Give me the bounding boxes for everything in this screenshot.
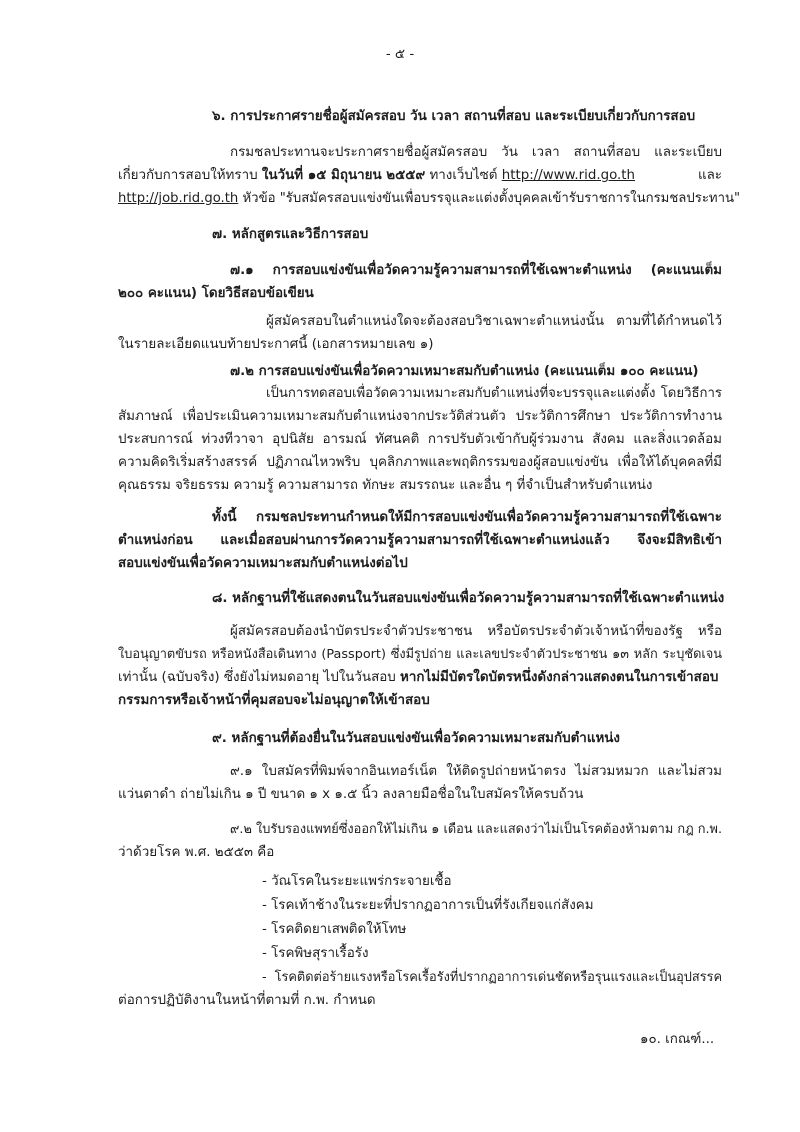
text: ทางเว็บไซต์: [425, 168, 502, 183]
text: เกี่ยวกับการสอบให้ทราบ: [118, 168, 262, 183]
section-7-note-line: ทั้งนี้ กรมชลประทานกำหนดให้มีการสอบแข่งขันเพื่อวัดความรู้ความสามารถที่ใช้เฉพาะ: [212, 510, 722, 525]
disease-list-item: - วัณโรคในระยะแพร่กระจายเชื้อ: [262, 874, 452, 889]
section-7-note-line: ตำแหน่งก่อน และเมื่อสอบผ่านการวัดความรู้ความสามารถที่ใช้เฉพาะตำแหน่งแล้ว จึงจะมีสิทธิเข้า: [118, 533, 722, 548]
section-9-heading: ๙. หลักฐานที่ต้องยื่นในวันสอบแข่งขันเพื่อวัดความเหมาะสมกับตำแหน่ง: [212, 731, 620, 746]
section-8-paragraph-line: กรรมการหรือเจ้าหน้าที่คุมสอบจะไม่อนุญาตให้เข้าสอบ: [118, 693, 430, 708]
job-website-link[interactable]: http://job.rid.go.th: [118, 191, 239, 206]
announce-date: ในวันที่ ๑๕ มิถุนายน ๒๕๕๙: [261, 168, 426, 183]
section-6-paragraph-line: [118, 189, 740, 209]
section-7-heading: ๗. หลักสูตรและวิธีการสอบ: [212, 227, 369, 242]
section-7-1-paragraph-line: ผู้สมัครสอบในตำแหน่งใดจะต้องสอบวิชาเฉพาะตำแหน่งนั้น ตามที่ได้กำหนดไว้: [266, 314, 722, 329]
section-9-1-line: แว่นตาดำ ถ่ายไม่เกิน ๑ ปี ขนาด ๑ x ๑.๕ นิ้ว ลงลายมือชื่อในใบสมัครให้ครบถ้วน: [118, 787, 584, 802]
page-number: - ๕ -: [385, 47, 415, 62]
section-9-1-line: ๙.๑ ใบสมัครที่พิมพ์จากอินเทอร์เน็ต ให้ติดรูปถ่ายหน้าตรง ไม่สวมหมวก และไม่สวม: [230, 764, 722, 779]
section-7-2-paragraph-line: คุณธรรม จริยธรรม ความรู้ ความสามารถ ทักษะ สมรรถนะ และอื่น ๆ ที่จำเป็นสำหรับตำแหน่ง: [118, 478, 653, 493]
section-8-heading: ๘. หลักฐานที่ใช้แสดงตนในวันสอบแข่งขันเพื่อวัดความรู้ความสามารถที่ใช้เฉพาะตำแหน่ง: [212, 591, 725, 606]
section-6-paragraph-line: กรมชลประทานจะประกาศรายชื่อผู้สมัครสอบ วัน เวลา สถานที่สอบ และระเบียบ: [230, 145, 722, 160]
website-link[interactable]: http://www.rid.go.th: [501, 168, 636, 183]
disease-list-item-cont: ต่อการปฏิบัติงานในหน้าที่ตามที่ ก.พ. กำหนด: [118, 993, 376, 1008]
disease-list-item: - โรคติดต่อร้ายแรงหรือโรคเรื้อรังที่ปรากฏอาการเด่นชัดหรือรุนแรงและเป็นอุปสรรค: [262, 970, 722, 985]
section-7-2-paragraph-line: ความคิดริเริ่มสร้างสรรค์ ปฏิภาณไหวพริบ บุคลิกภาพและพฤติกรรมของผู้สอบแข่งขัน เพื่อให้ได้บุคคลที่มี: [118, 455, 722, 470]
section-7-1-paragraph-line: ในรายละเอียดแนบท้ายประกาศนี้ (เอกสารหมายเลข ๑): [118, 337, 434, 352]
section-7-note-line: สอบแข่งขันเพื่อวัดความเหมาะสมกับตำแหน่งต่อไป: [118, 556, 408, 571]
text: หัวข้อ "รับสมัครสอบแข่งขันเพื่อบรรจุและแต่งตั้งบุคคลเข้ารับราชการในกรมชลประทาน": [238, 191, 741, 206]
section-6-paragraph-line: [118, 166, 722, 186]
section-7-1-heading: ๗.๑ การสอบแข่งขันเพื่อวัดความรู้ความสามารถที่ใช้เฉพาะตำแหน่ง (คะแนนเต็ม: [230, 263, 722, 278]
section-7-1-heading-cont: ๒๐๐ คะแนน) โดยวิธีสอบข้อเขียน: [118, 286, 314, 301]
section-7-2-paragraph-line: สัมภาษณ์ เพื่อประเมินความเหมาะสมกับตำแหน่งจากประวัติส่วนตัว ประวัติการศึกษา ประวัติการทำงาน: [118, 409, 722, 424]
section-9-2-line: ว่าด้วยโรค พ.ศ. ๒๕๕๓ คือ: [118, 845, 275, 860]
warning-text: หากไม่มีบัตรใดบัตรหนึ่งดังกล่าวแสดงตนในการเข้าสอบ: [400, 670, 719, 685]
section-9-2-line: ๙.๒ ใบรับรองแพทย์ซึ่งออกให้ไม่เกิน ๑ เดือน และแสดงว่าไม่เป็นโรคต้องห้ามตาม กฎ ก.พ.: [230, 822, 723, 837]
section-7-2-heading: ๗.๒ การสอบแข่งขันเพื่อวัดความเหมาะสมกับตำแหน่ง (คะแนนเต็ม ๑๐๐ คะแนน): [230, 364, 699, 379]
section-7-2-paragraph-line: เป็นการทดสอบเพื่อวัดความเหมาะสมกับตำแหน่งที่จะบรรจุและแต่งตั้ง โดยวิธีการ: [266, 386, 722, 401]
section-7-2-paragraph-line: ประสบการณ์ ท่วงทีวาจา อุปนิสัย อารมณ์ ทัศนคติ การปรับตัวเข้ากับผู้ร่วมงาน สังคม และสิ่งแวดล้อม: [118, 432, 722, 447]
section-6-heading: ๖. การประกาศรายชื่อผู้สมัครสอบ วัน เวลา สถานที่สอบ และระเบียบเกี่ยวกับการสอบ: [212, 109, 696, 124]
disease-list-item: - โรคเท้าช้างในระยะที่ปรากฏอาการเป็นที่รังเกียจแก่สังคม: [262, 898, 594, 913]
text: และ: [697, 168, 722, 183]
continuation-marker: ๑๐. เกณฑ์...: [640, 1032, 715, 1047]
section-8-paragraph-line: [118, 668, 718, 688]
section-8-paragraph-line: ใบอนุญาตขับรถ หรือหนังสือเดินทาง (Passport) ซึ่งมีรูปถ่าย และเลขประจำตัวประชาชน ๑๓ หลัก ระบุชัดเจน: [118, 647, 722, 662]
section-8-paragraph-line: ผู้สมัครสอบต้องนำบัตรประจำตัวประชาชน หรือบัตรประจำตัวเจ้าหน้าที่ของรัฐ หรือ: [230, 624, 722, 639]
disease-list-item: - โรคติดยาเสพติดให้โทษ: [262, 922, 407, 937]
text: เท่านั้น (ฉบับจริง) ซึ่งยังไม่หมดอายุ ไปในวันสอบ: [118, 670, 401, 685]
disease-list-item: - โรคพิษสุราเรื้อรัง: [262, 946, 369, 961]
